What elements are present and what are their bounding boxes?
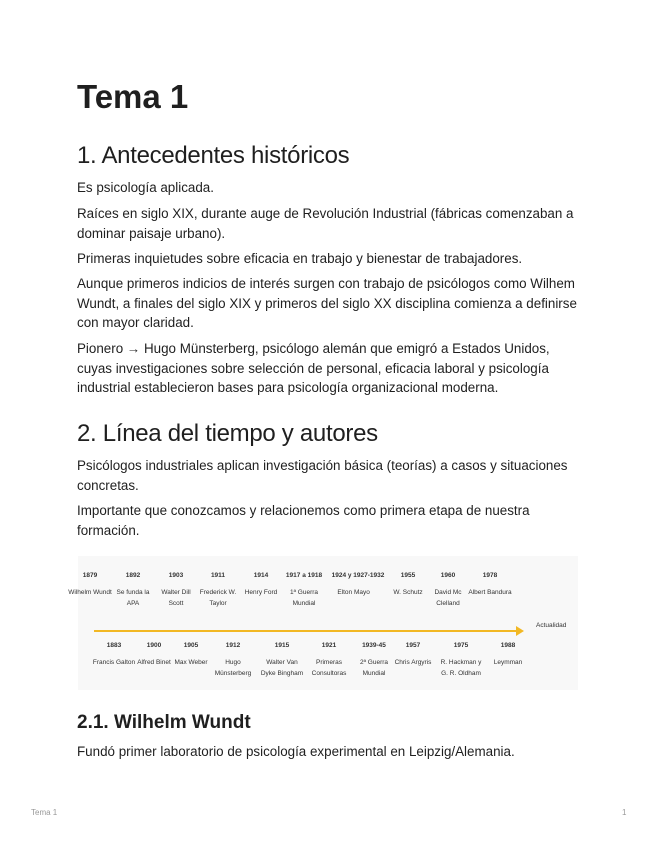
timeline-event-bottom	[260, 640, 304, 679]
event-year: 1939-45	[362, 642, 386, 649]
event-name: Walter Van Dyke Bingham	[260, 659, 304, 677]
event-name: Alfred Binet	[137, 659, 171, 666]
event-year: 1892	[125, 572, 141, 579]
event-year: 1988	[500, 642, 516, 649]
event-name: Frederick W. Taylor	[199, 589, 237, 607]
event-year: 1900	[146, 642, 162, 649]
timeline-event-bottom	[92, 640, 136, 668]
event-year: 1915	[274, 642, 290, 649]
event-name: Francis Galton	[92, 659, 136, 666]
event-year: 1905	[183, 642, 199, 649]
timeline-event-bottom	[211, 640, 255, 679]
timeline-event-top	[154, 570, 198, 609]
event-year: 1912	[225, 642, 241, 649]
event-name: Primeras Consultoras	[311, 659, 347, 677]
event-year: 1921	[321, 642, 337, 649]
timeline-event-top	[111, 570, 155, 609]
event-name: Walter Dill Scott	[161, 589, 191, 607]
section-2-1-heading: 2.1. Wilhelm Wundt	[77, 712, 251, 733]
timeline-event-bottom	[352, 640, 396, 679]
event-year: 1955	[400, 572, 416, 579]
paragraph: Es psicología aplicada.	[77, 180, 214, 195]
timeline-event-top	[386, 570, 430, 598]
paragraph: Aunque primeros indicios de interés surgen con trabajo de psicólogos como Wilhem Wundt, a finales del siglo XIX y primeros del siglo XX disciplina comienza a definirse con mayor claridad.	[77, 276, 577, 330]
event-name: Chris Argyris	[394, 659, 432, 666]
timeline-end-label: Actualidad	[536, 622, 567, 629]
footer-title: Tema 1	[31, 808, 58, 817]
event-year: 1879	[82, 572, 98, 579]
event-name: Max Weber	[174, 659, 208, 666]
timeline-image	[68, 556, 578, 690]
paragraph: Fundó primer laboratorio de psicología experimental en Leipzig/Alemania.	[77, 744, 515, 759]
timeline-event-top	[196, 570, 240, 609]
event-name: 2ª Guerra Mundial	[359, 659, 389, 677]
paragraph: Psicólogos industriales aplican investigación básica (teorías) a casos y situaciones concretas.	[77, 458, 568, 493]
timeline-event-top	[426, 570, 470, 609]
timeline-event-top	[468, 570, 512, 598]
event-name: Hugo Münsterberg	[214, 659, 252, 677]
event-year: 1957	[405, 642, 421, 649]
timeline-axis	[94, 630, 519, 632]
paragraph: Raíces en siglo XIX, durante auge de Revolución Industrial (fábricas comenzaban a dominar paisaje urbano).	[77, 206, 574, 241]
timeline-event-top	[332, 570, 385, 598]
event-name: David Mc Clelland	[434, 589, 462, 607]
page-title: Tema 1	[77, 78, 189, 115]
event-year: 1924 y 1927-1932	[331, 572, 385, 579]
event-year: 1975	[453, 642, 469, 649]
paragraph: Pionero → Hugo Münsterberg, psicólogo alemán que emigró a Estados Unidos, cuyas investigaciones sobre selección de personal, eficacia laboral y psicología industrial establecieron bases para psicología organizacional moderna.	[77, 341, 550, 395]
event-year: 1917 a 1918	[285, 572, 323, 579]
event-name: Henry Ford	[244, 589, 278, 596]
event-name: Se funda la APA	[116, 589, 150, 607]
event-name: Albert Bandura	[468, 589, 512, 596]
timeline-event-bottom	[486, 640, 530, 668]
page-number: 1	[622, 808, 627, 817]
event-year: 1911	[210, 572, 226, 579]
event-name: W. Schutz	[393, 589, 423, 596]
event-name: Wilhelm Wundt	[68, 589, 112, 596]
paragraph: Importante que conozcamos y relacionemos como primera etapa de nuestra formación.	[77, 503, 530, 538]
event-year: 1914	[253, 572, 269, 579]
event-year: 1960	[440, 572, 456, 579]
timeline-event-top	[68, 570, 112, 598]
event-name: R. Hackman y G. R. Oldham	[440, 659, 482, 677]
paragraph: Primeras inquietudes sobre eficacia en trabajo y bienestar de trabajadores.	[77, 251, 523, 266]
event-name: Elton Mayo	[337, 589, 370, 596]
event-year: 1903	[168, 572, 184, 579]
arrow-icon	[516, 626, 524, 636]
timeline-event-top	[239, 570, 283, 598]
section-2-heading: 2. Línea del tiempo y autores	[77, 420, 378, 447]
timeline-event-top	[282, 570, 326, 609]
event-name: Leymman	[493, 659, 523, 666]
timeline-event-bottom	[169, 640, 213, 668]
event-year: 1883	[106, 642, 122, 649]
section-1-heading: 1. Antecedentes históricos	[77, 142, 350, 169]
timeline-event-bottom	[391, 640, 435, 668]
event-name: 1ª Guerra Mundial	[289, 589, 319, 607]
timeline-event-bottom	[307, 640, 351, 679]
timeline-event-bottom	[439, 640, 483, 679]
event-year: 1978	[482, 572, 498, 579]
